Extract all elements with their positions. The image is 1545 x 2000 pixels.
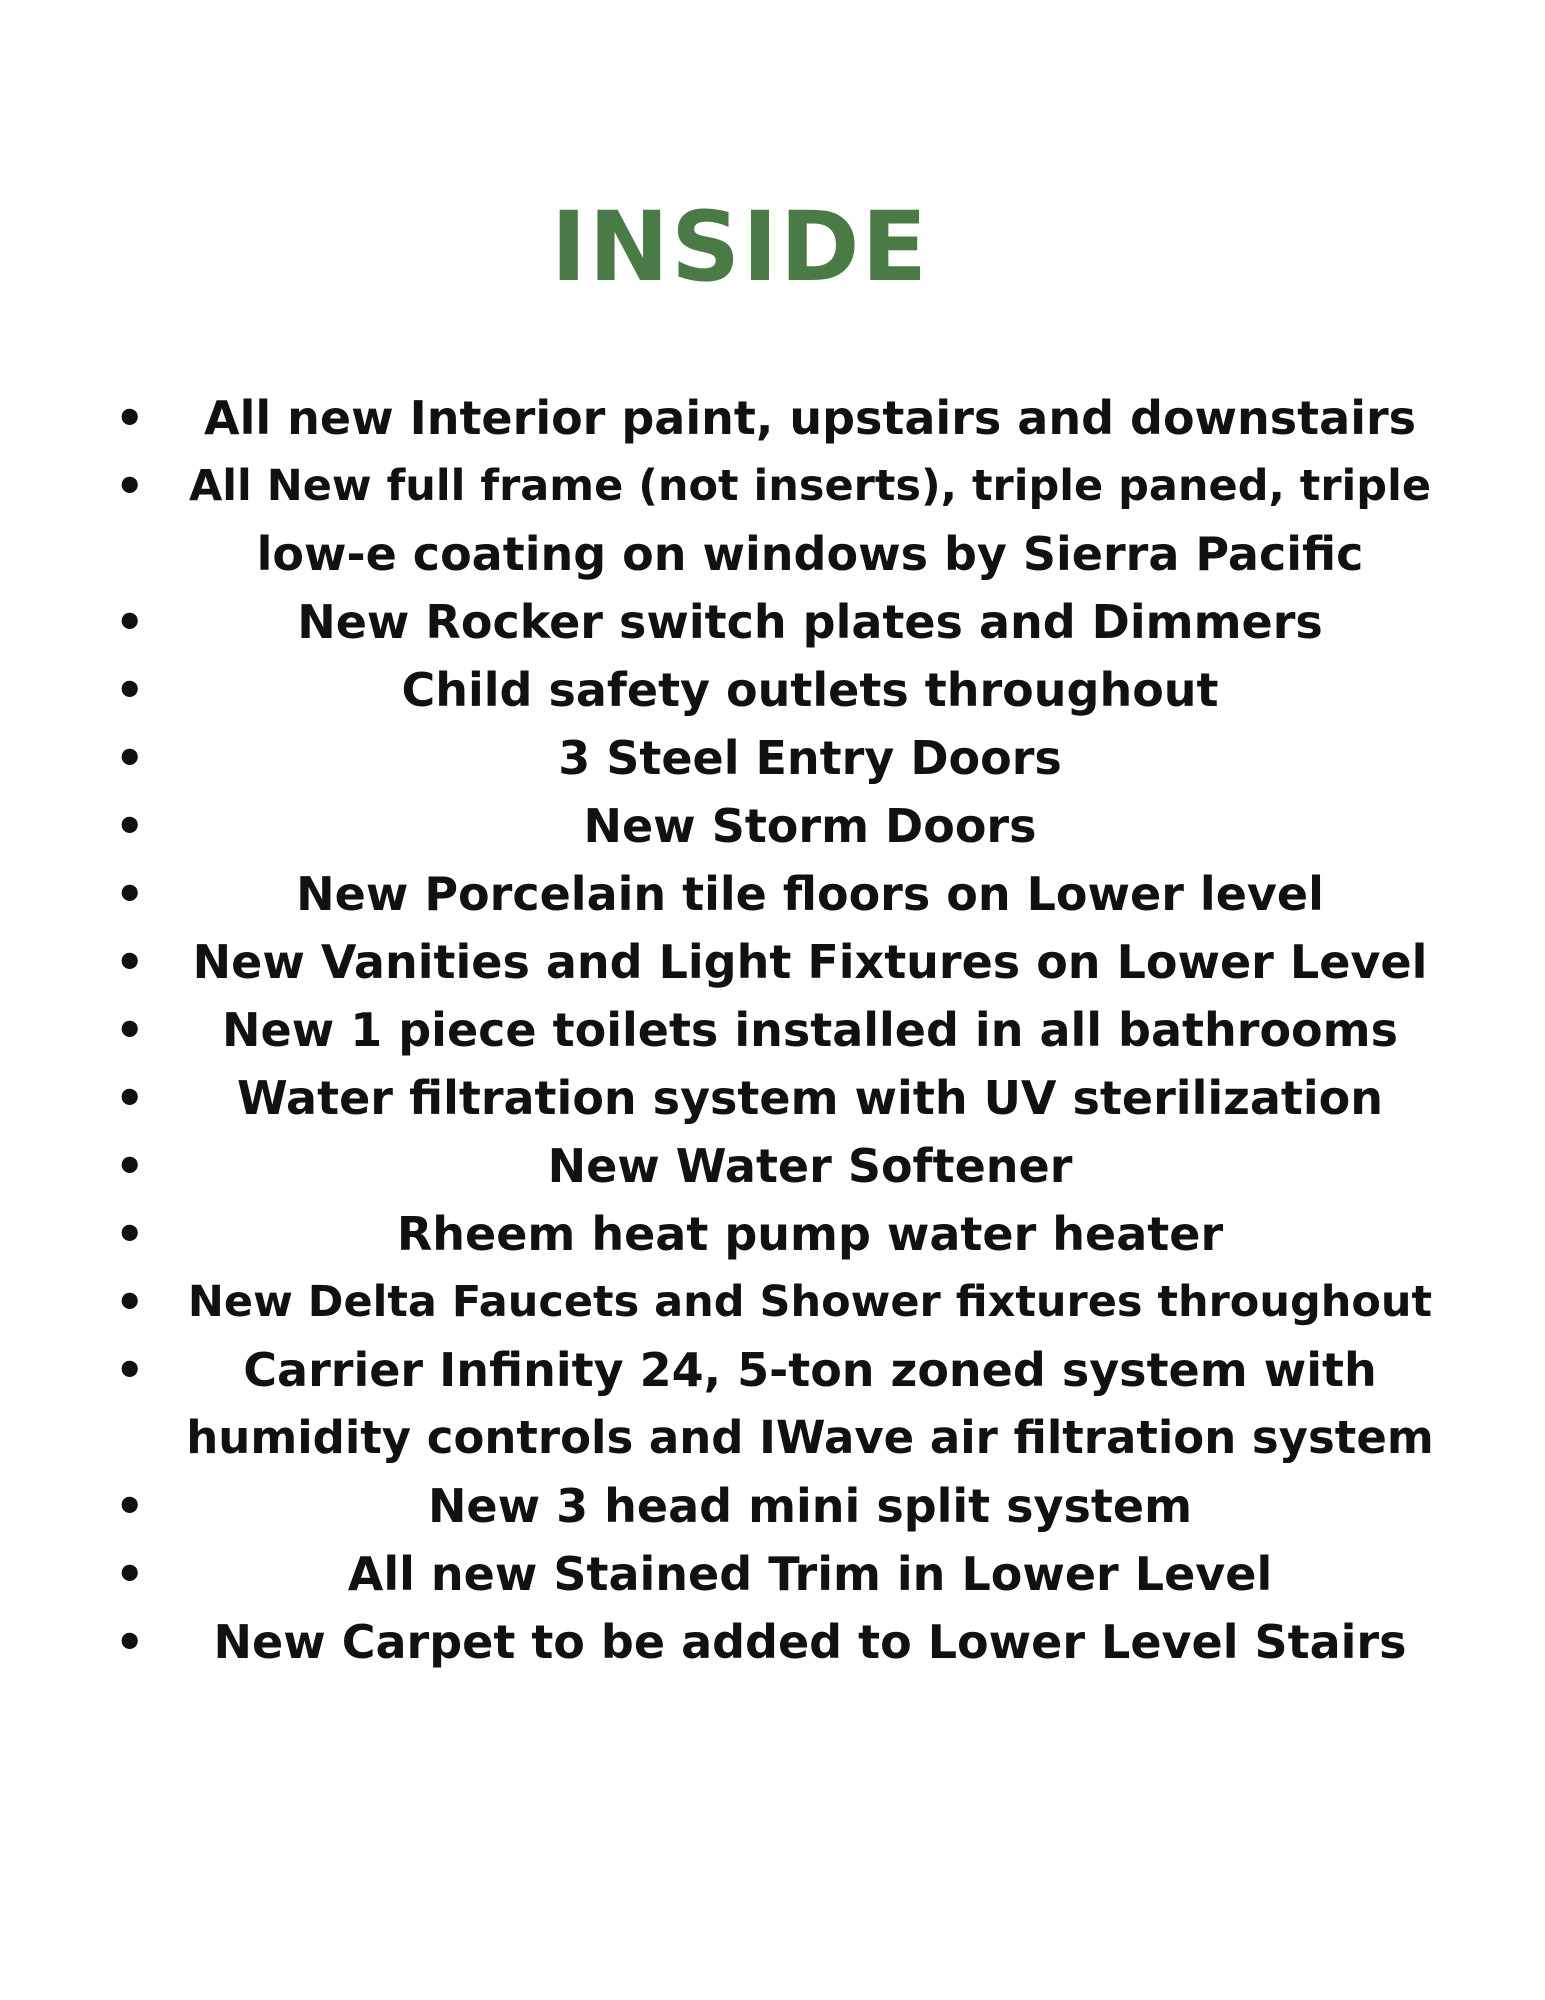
feature-text: All new Interior paint, upstairs and downstairs [203, 391, 1417, 445]
feature-list-item [115, 1540, 1445, 1608]
bullet-icon: • [115, 1343, 145, 1397]
feature-text: All New full frame (not inserts), triple paned, triple [189, 461, 1431, 511]
feature-list-item [115, 1608, 1445, 1676]
feature-list-item [115, 1132, 1445, 1200]
feature-text: Carrier Infinity 24, 5-ton zoned system with [243, 1343, 1377, 1397]
feature-list [115, 384, 1445, 1676]
feature-text: 3 Steel Entry Doors [558, 731, 1062, 785]
page-title: INSIDE [550, 191, 930, 303]
feature-list-item [115, 860, 1445, 928]
feature-text: low-e coating on windows by Sierra Pacific [256, 527, 1364, 581]
bullet-icon: • [115, 391, 145, 445]
feature-list-item [115, 1472, 1445, 1540]
bullet-icon: • [115, 1547, 145, 1601]
feature-text: Rheem heat pump water heater [396, 1207, 1224, 1261]
feature-text: New Storm Doors [583, 799, 1037, 853]
bullet-icon: • [115, 459, 145, 513]
bullet-icon: • [115, 1479, 145, 1533]
bullet-icon: • [115, 935, 145, 989]
bullet-icon: • [115, 595, 145, 649]
feature-text: New 3 head mini split system [427, 1479, 1193, 1533]
feature-list-item [115, 1336, 1445, 1472]
feature-list-item [115, 1064, 1445, 1132]
feature-text: humidity controls and IWave air filtration system [186, 1411, 1434, 1464]
feature-list-item [115, 1268, 1445, 1336]
bullet-icon: • [115, 1071, 145, 1125]
feature-list-item [115, 724, 1445, 792]
feature-text: New Carpet to be added to Lower Level Stairs [213, 1615, 1407, 1669]
feature-text: New 1 piece toilets installed in all bathrooms [222, 1003, 1398, 1057]
feature-list-item [115, 1200, 1445, 1268]
bullet-icon: • [115, 867, 145, 921]
feature-list-item [115, 928, 1445, 996]
feature-text: New Vanities and Light Fixtures on Lower Level [192, 935, 1428, 989]
bullet-icon: • [115, 1139, 145, 1193]
feature-list-item [115, 792, 1445, 860]
bullet-icon: • [115, 799, 145, 853]
feature-text: New Porcelain tile floors on Lower level [296, 867, 1324, 921]
bullet-icon: • [115, 1615, 145, 1669]
feature-text: New Water Softener [547, 1139, 1073, 1193]
feature-list-item [115, 588, 1445, 656]
bullet-icon: • [115, 663, 145, 717]
feature-text: All new Stained Trim in Lower Level [347, 1547, 1273, 1601]
feature-list-item [115, 996, 1445, 1064]
feature-list-item [115, 452, 1445, 588]
bullet-icon: • [115, 731, 145, 785]
bullet-icon: • [115, 1275, 145, 1329]
feature-text: Child safety outlets throughout [401, 663, 1219, 717]
feature-text: Water filtration system with UV sterilization [236, 1071, 1384, 1125]
feature-text: New Delta Faucets and Shower fixtures throughout [187, 1277, 1433, 1327]
feature-list-item [115, 656, 1445, 724]
feature-text: New Rocker switch plates and Dimmers [297, 595, 1323, 649]
feature-list-item [115, 384, 1445, 452]
bullet-icon: • [115, 1003, 145, 1057]
bullet-icon: • [115, 1207, 145, 1261]
